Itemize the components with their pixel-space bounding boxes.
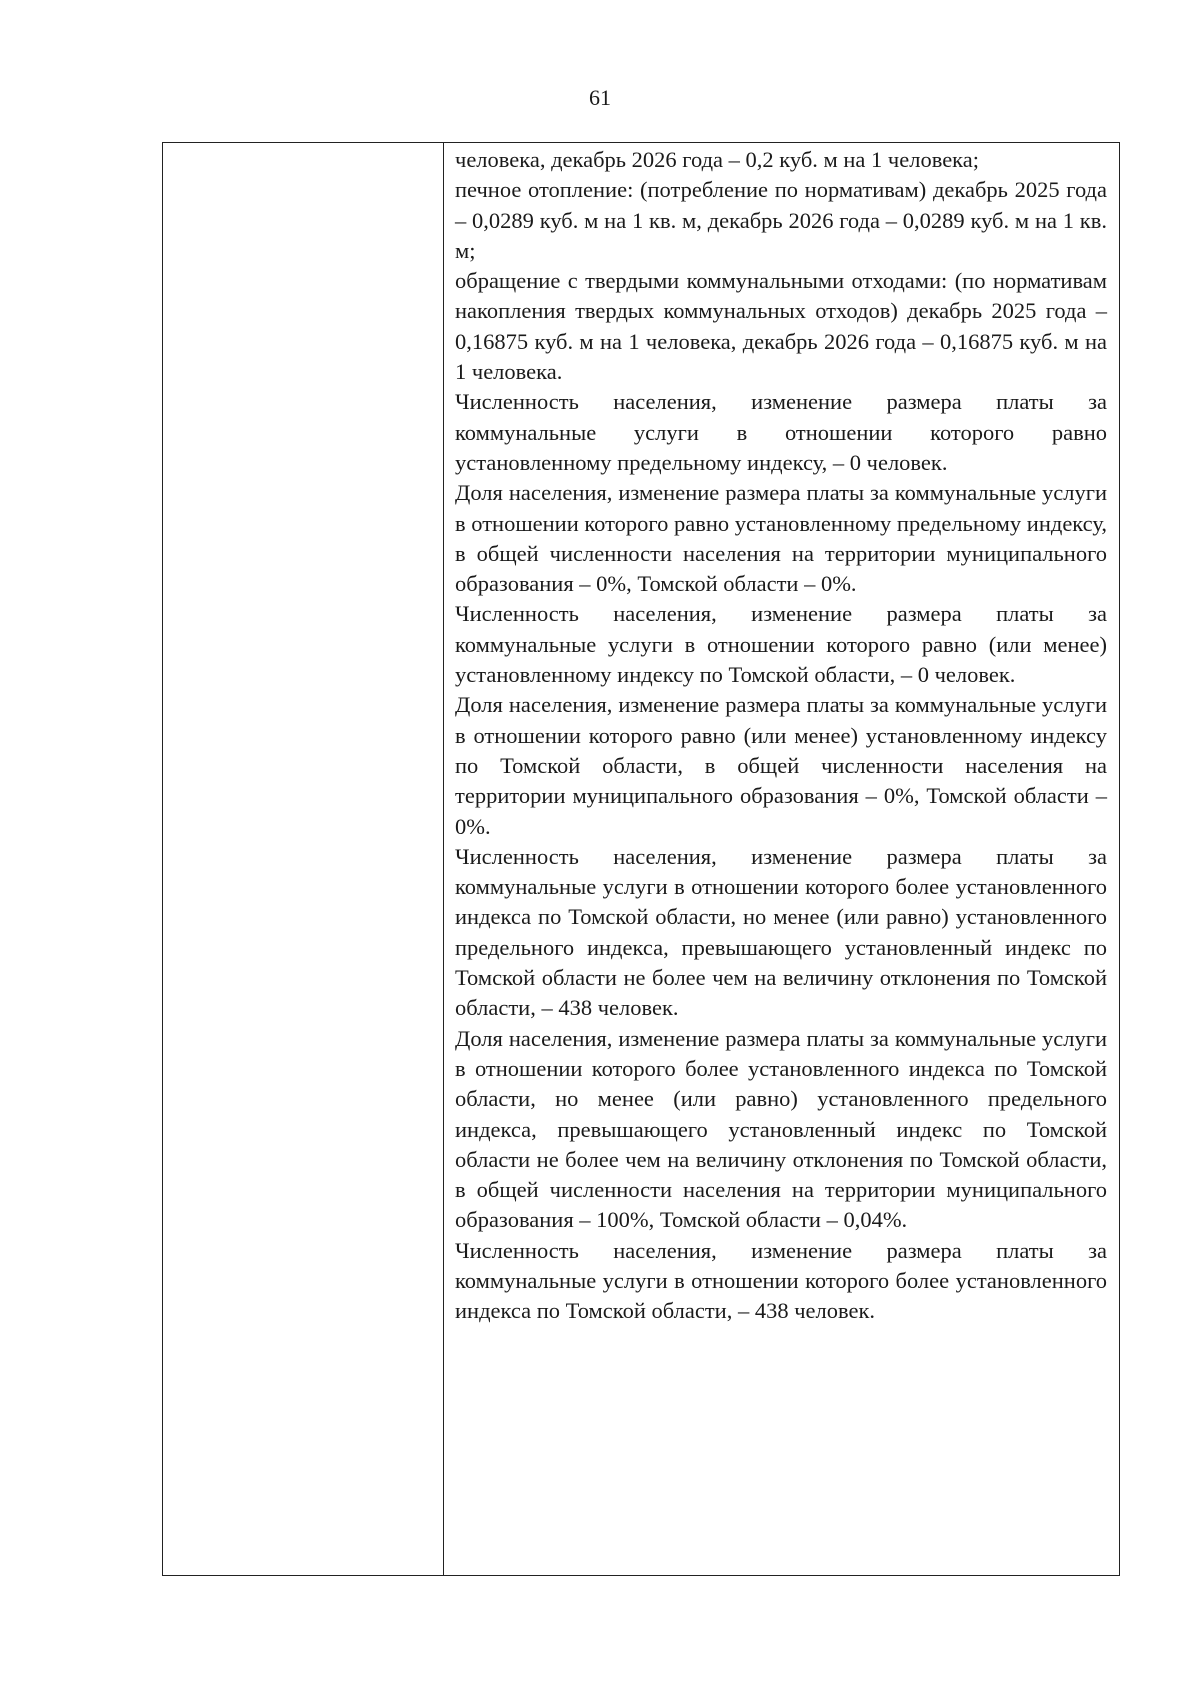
table-right-cell <box>444 143 1119 1575</box>
paragraph-share-equal-index: Доля населения, изменение размера платы за коммунальные услуги в отношении которого равно (или менее) установленному индексу по Томской области, в общей численности населения на территории муниципального образования – 0%, Томской области – 0%. <box>455 692 1107 839</box>
page-number: 61 <box>589 85 611 110</box>
paragraph-heating-tail: человека, декабрь 2026 года – 0,2 куб. м на 1 человека; <box>455 147 980 172</box>
paragraph-share-equal-limit: Доля населения, изменение размера платы за коммунальные услуги в отношении которого равно установленному предельному индексу, в общей численности населения на территории муниципального образования – 0%, Томской области – 0%. <box>455 480 1107 597</box>
paragraph-population-equal-index: Численность населения, изменение размера платы за коммунальные услуги в отношении которого равно (или менее) установленному индексу по Томской области, – 0 человек. <box>455 601 1107 688</box>
paragraph-share-above-index: Доля населения, изменение размера платы за коммунальные услуги в отношении которого более установленного индекса по Томской области, но менее (или равно) установленного предельного индекса, превышающего установленный индекс по Томской области не более чем на величину отклонения по Томской области, в общей численности населения на территории муниципального образования – 100%, Томской области – 0,04%. <box>455 1025 1107 1233</box>
paragraph-stove-heating: печное отопление: (потребление по нормативам) декабрь 2025 года – 0,0289 куб. м на 1 кв. м, декабрь 2026 года – 0,0289 куб. м на 1 кв. м; <box>455 177 1107 263</box>
paragraph-solid-waste: обращение с твердыми коммунальными отходами: (по нормативам накопления твердых коммунальных отходов) декабрь 2025 года – 0,16875 куб. м на 1 человека, декабрь 2026 года – 0,16875 куб. м на 1 человека. <box>455 268 1107 385</box>
paragraph-population-above-index-total: Численность населения, изменение размера платы за коммунальные услуги в отношении которого более установленного индекса по Томской области, – 438 человек. <box>455 1237 1107 1324</box>
table-left-cell <box>163 143 444 1575</box>
paragraph-population-equal-limit: Численность населения, изменение размера платы за коммунальные услуги в отношении которого равно установленному предельному индексу, – 0 человек. <box>455 389 1107 475</box>
document-table <box>162 142 1120 1576</box>
paragraph-population-above-index: Численность населения, изменение размера платы за коммунальные услуги в отношении которого более установленного индекса по Томской области, но менее (или равно) установленного предельного индекса, превышающего установленный индекс по Томской области не более чем на величину отклонения по Томской области, – 438 человек. <box>455 843 1107 1021</box>
